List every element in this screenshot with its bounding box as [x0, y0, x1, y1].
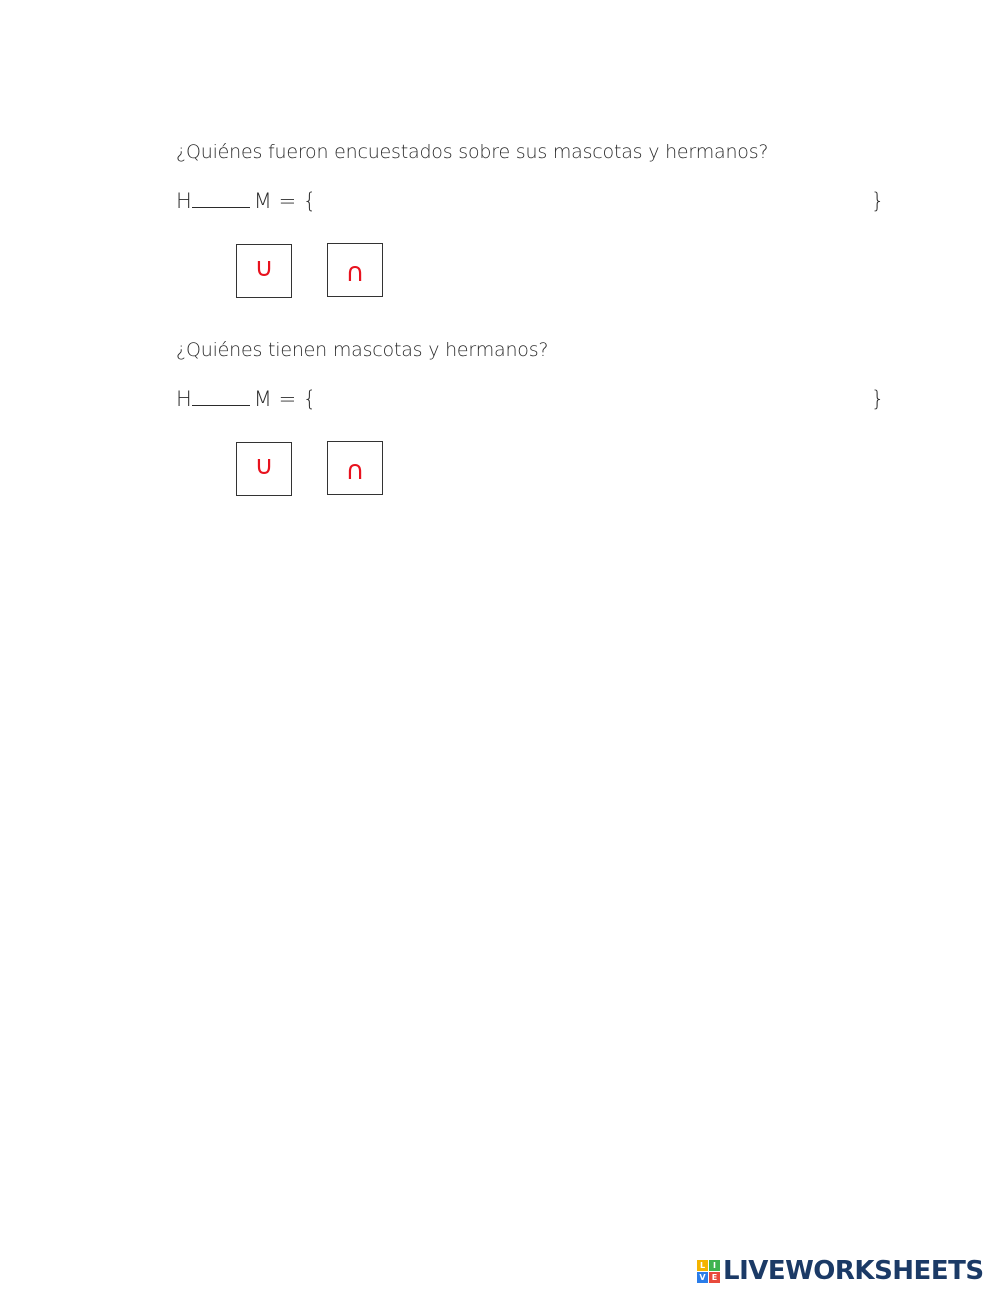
logo-block-e: E	[709, 1272, 720, 1283]
question-2-union-option[interactable]	[236, 442, 292, 496]
question-1-equation	[176, 189, 316, 213]
question-2-prompt: ¿Quiénes tienen mascotas y hermanos?	[176, 339, 549, 361]
question-1-intersection-option[interactable]	[327, 243, 383, 297]
question-2-intersection-option[interactable]	[327, 441, 383, 495]
logo-block-l: L	[697, 1260, 708, 1271]
union-symbol: ∪	[254, 253, 274, 283]
logo-blocks-icon	[697, 1260, 720, 1283]
question-2-left-set: H	[176, 387, 192, 411]
question-1-union-option[interactable]	[236, 244, 292, 298]
question-2-right-set: M = {	[253, 387, 317, 411]
question-1-close-brace: }	[871, 189, 885, 213]
question-1-right-set: M = {	[253, 189, 317, 213]
intersection-symbol: ∩	[345, 258, 365, 288]
intersection-symbol: ∩	[345, 456, 365, 486]
liveworksheets-logo	[697, 1256, 984, 1286]
question-1-prompt: ¿Quiénes fueron encuestados sobre sus mascotas y hermanos?	[176, 141, 769, 163]
question-2-equation	[176, 387, 316, 411]
logo-block-i: I	[709, 1260, 720, 1271]
union-symbol: ∪	[254, 451, 274, 481]
question-1-answer-blank[interactable]	[192, 189, 250, 208]
logo-text: LIVEWORKSHEETS	[723, 1256, 984, 1286]
question-1-left-set: H	[176, 189, 192, 213]
question-2-close-brace: }	[871, 387, 885, 411]
question-2-answer-blank[interactable]	[192, 387, 250, 406]
logo-block-v: V	[697, 1272, 708, 1283]
